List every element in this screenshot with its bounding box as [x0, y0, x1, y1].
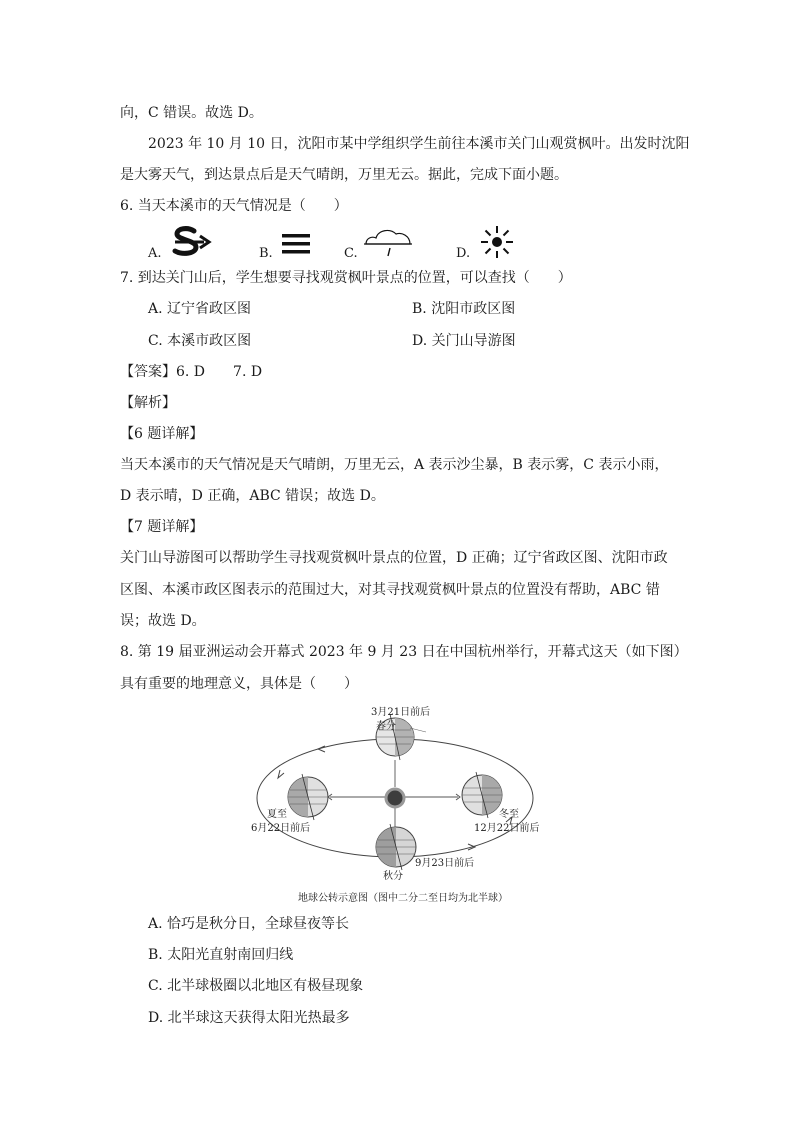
sun-icon	[386, 789, 404, 807]
question-8: 8. 第 19 届亚洲运动会开幕式 2023 年 9 月 23 日在中国杭州举行，开幕式这天（如下图）	[120, 644, 688, 660]
summer-label: 夏至	[267, 809, 287, 820]
text-line: 误；故选 D。	[120, 613, 206, 629]
sandstorm-icon	[170, 224, 214, 260]
autumn-date-label: 9月23日前后	[415, 858, 475, 869]
text-line: 区图、本溪市政区图表示的范围过大，对其寻找观赏枫叶景点的位置没有帮助，ABC 错	[120, 582, 660, 598]
option-c-label: C.	[344, 246, 358, 261]
text-line: 具有重要的地理意义，具体是（ ）	[120, 676, 358, 692]
answer-line: 【答案】6. D 7. D	[120, 364, 263, 380]
q7-option-d: D. 关门山导游图	[412, 333, 516, 349]
text-line: 向，C 错误。故选 D。	[120, 105, 263, 121]
q8-option-c: C. 北半球极圈以北地区有极昼现象	[148, 978, 364, 994]
figure-caption: 地球公转示意图（图中二分二至日均为北半球）	[298, 893, 508, 904]
spring-label: 春分	[376, 721, 396, 732]
analysis-heading: 【解析】	[120, 395, 176, 411]
text-line: 2023 年 10 月 10 日，沈阳市某中学组织学生前往本溪市关门山观赏枫叶。出发时沈阳	[148, 136, 690, 152]
earth-revolution-diagram	[240, 700, 560, 880]
q8-option-d: D. 北半球这天获得太阳光热最多	[148, 1010, 350, 1026]
q8-option-b: B. 太阳光直射南回归线	[148, 947, 294, 963]
text-line: D 表示晴，D 正确，ABC 错误；故选 D。	[120, 488, 385, 504]
text-line: 关门山导游图可以帮助学生寻找观赏枫叶景点的位置，D 正确；辽宁省政区图、沈阳市政	[120, 550, 668, 566]
q8-option-a: A. 恰巧是秋分日，全球昼夜等长	[148, 916, 350, 932]
option-b-label: B.	[259, 246, 273, 261]
option-a-label: A.	[148, 246, 162, 261]
orbit-arrow-icon	[318, 746, 325, 752]
spring-date-label: 3月21日前后	[371, 707, 431, 718]
light-rain-icon	[364, 226, 414, 260]
option-d-label: D.	[456, 246, 471, 261]
autumn-label: 秋分	[383, 871, 403, 882]
q7-option-b: B. 沈阳市政区图	[412, 301, 516, 317]
winter-label: 冬至	[499, 809, 519, 820]
text-line: 当天本溪市的天气情况是天气晴朗，万里无云，A 表示沙尘暴，B 表示雾，C 表示小雨，	[120, 457, 669, 473]
text-line: 是大雾天气，到达景点后是天气晴朗，万里无云。据此，完成下面小题。	[120, 167, 568, 183]
earth-winter-icon	[462, 772, 502, 818]
q6-explanation-heading: 【6 题详解】	[120, 426, 204, 442]
q7-option-a: A. 辽宁省政区图	[148, 301, 252, 317]
question-6: 6. 当天本溪市的天气情况是（ ）	[120, 198, 348, 214]
summer-date-label: 6月22日前后	[251, 823, 311, 834]
earth-autumn-icon	[376, 824, 416, 870]
winter-date-label: 12月22日前后	[474, 823, 540, 834]
earth-summer-icon	[288, 774, 328, 820]
q7-explanation-heading: 【7 题详解】	[120, 519, 204, 535]
question-7: 7. 到达关门山后，学生想要寻找观赏枫叶景点的位置，可以查找（ ）	[120, 270, 572, 286]
orbit-arrow-icon	[278, 770, 284, 778]
q7-option-c: C. 本溪市政区图	[148, 333, 252, 349]
fog-icon	[282, 232, 312, 256]
sunny-icon	[478, 224, 516, 260]
